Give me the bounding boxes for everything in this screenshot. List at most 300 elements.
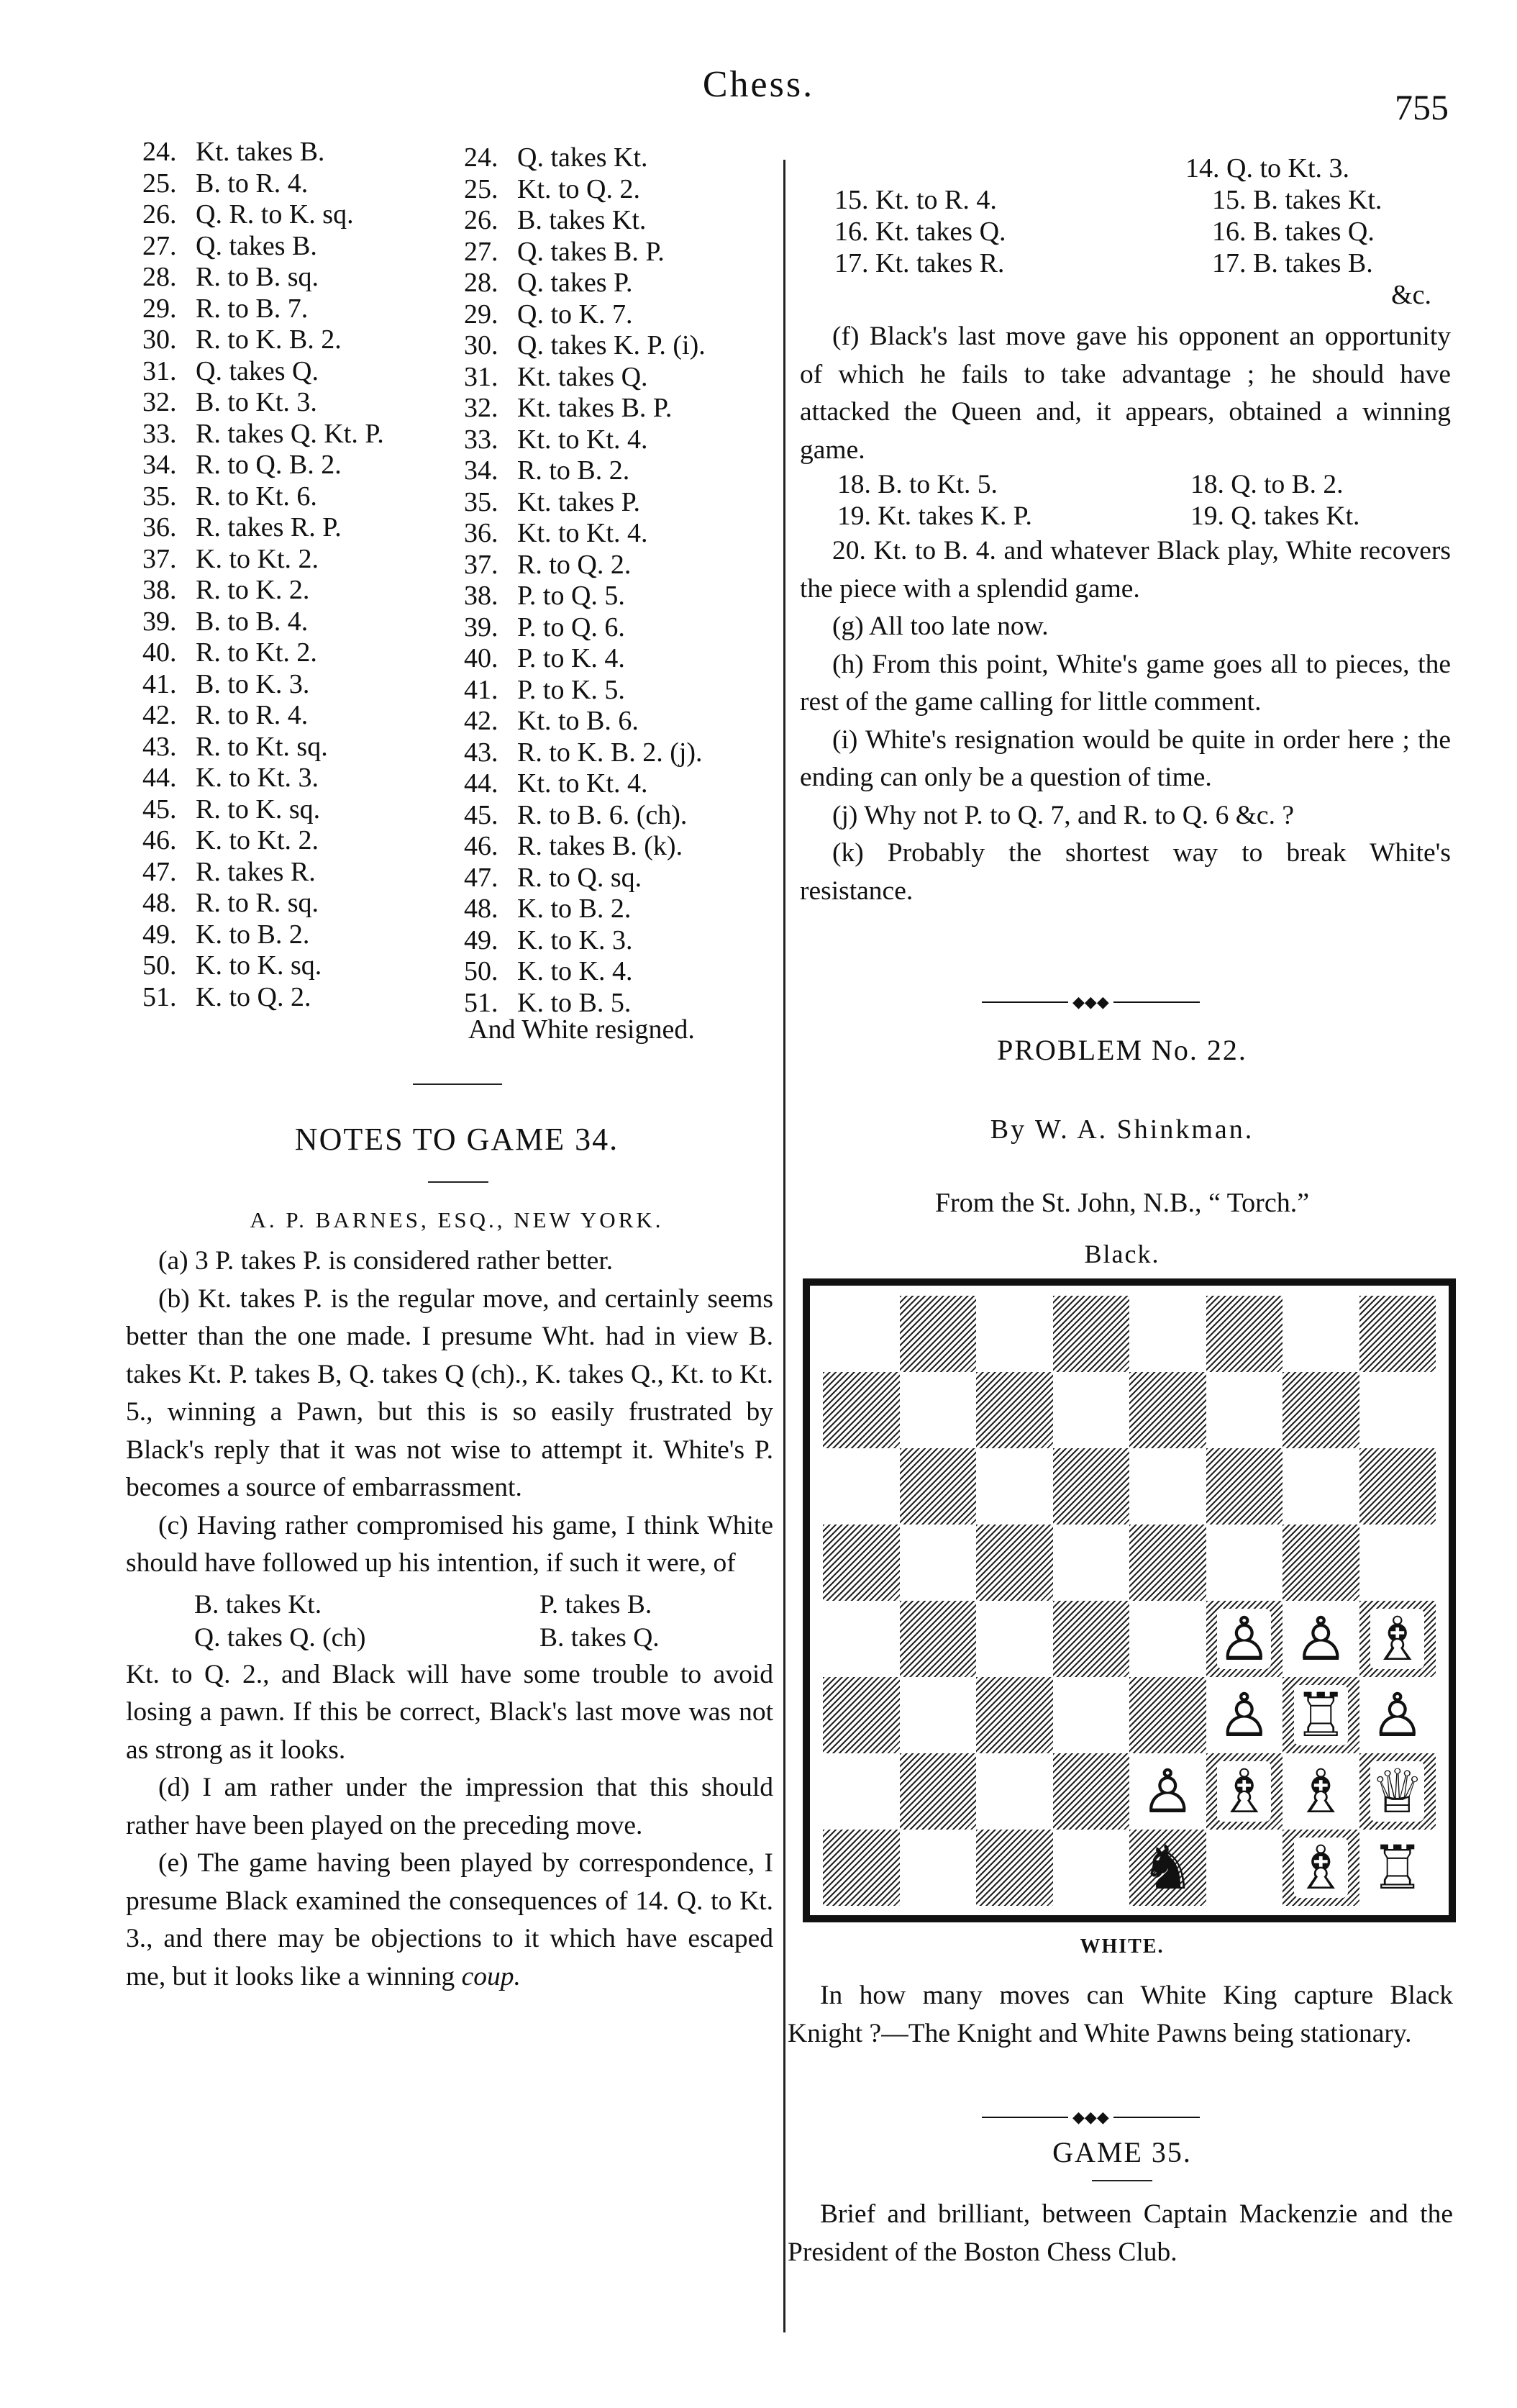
notes-body [126, 1242, 773, 1996]
problem-question-block [788, 1977, 1453, 2053]
move-number: 49. [142, 919, 177, 950]
column-divider [783, 160, 785, 2332]
move-text: Q. takes B. P. [517, 236, 665, 267]
move-row [464, 581, 706, 612]
note-f: (f) Black's last move gave his opponent an opportunity of which he fails to take advantage ; he should have attacked the Queen and, it appears, obtained a winning game. [800, 322, 1451, 465]
note-e-text: (e) The game having been played by correspondence, I presume Black examined the consequences of 14. Q. to Kt. 3., and there may be objections to it which have escaped me, but it looks like a winning [126, 1848, 773, 1991]
board-square [1129, 1525, 1206, 1601]
white-bishop-icon: ♗ [1293, 1832, 1348, 1903]
move-number: 28. [464, 268, 498, 298]
board-square [1206, 1525, 1283, 1601]
move-row [142, 825, 384, 857]
move-row [142, 450, 384, 481]
move-text: Kt. takes R. [875, 248, 1005, 278]
move-row [464, 768, 706, 800]
board-square [1206, 1448, 1283, 1525]
note-f-moves [800, 469, 1451, 532]
move-text: Kt. takes K. P. [878, 501, 1032, 531]
move-text: R. to R. sq. [196, 888, 319, 918]
board-square [976, 1372, 1053, 1448]
c-move: Q. takes Q. (ch) [194, 1622, 366, 1653]
move-text: B. to K. 3. [196, 668, 310, 699]
c-move: P. takes B. [539, 1589, 652, 1619]
move-text: Q. takes P. [517, 268, 633, 298]
note-h: (h) From this point, White's game goes all to pieces, the rest of the game calling for little comment. [800, 649, 1451, 717]
move-number: 19. [837, 501, 871, 531]
move-text: R. takes R. P. [196, 512, 342, 542]
move-row [464, 643, 706, 675]
move-number: 32. [142, 387, 177, 417]
move-number: 39. [464, 612, 498, 642]
move-text: Q. takes Kt. [1231, 501, 1360, 531]
move-text: R. to K. B. 2. [196, 324, 342, 355]
move-number: 19. [1190, 501, 1224, 531]
move-number: 27. [464, 236, 498, 267]
note-c-continuation: Kt. to Q. 2., and Black will have some trouble to avoid losing a pawn. If this be correct, Black's last move was not as strong as it looks. [126, 1659, 773, 1765]
move-number: 39. [142, 606, 177, 637]
board-square [1283, 1372, 1359, 1448]
move-text: Q. takes Kt. [517, 142, 648, 173]
move-text: K. to K. sq. [196, 950, 322, 981]
move-number: 30. [464, 330, 498, 360]
move-number: 51. [464, 987, 498, 1018]
move-number: 34. [142, 450, 177, 480]
move-text: Kt. takes B. P. [517, 393, 673, 423]
move-text: Kt. to Kt. 4. [517, 768, 648, 799]
move-row [142, 231, 384, 263]
move-text: R. to Kt. 2. [196, 637, 317, 668]
board-square [976, 1601, 1053, 1677]
move-row [464, 550, 706, 581]
board-square [1206, 1296, 1283, 1372]
move-number: 44. [142, 763, 177, 793]
move-number: 30. [142, 324, 177, 355]
game35-title: GAME 35. [1052, 2136, 1192, 2168]
move-number: 50. [464, 956, 498, 986]
move-row [464, 863, 706, 894]
move-text: R. to B. 6. (ch). [517, 799, 688, 830]
move-row [464, 956, 706, 988]
move-number: 34. [464, 455, 498, 486]
move-number: 45. [142, 794, 177, 824]
move-text: Kt. to Kt. 4. [517, 424, 648, 455]
board-square [1129, 1448, 1206, 1525]
move-number: 15. [834, 185, 869, 215]
move-row [464, 894, 706, 925]
move-row [464, 706, 706, 737]
white-pawn-icon: ♙ [1370, 1680, 1425, 1750]
board-square [1359, 1601, 1436, 1677]
problem-title: PROBLEM No. 22. [997, 1034, 1247, 1066]
move-row [464, 142, 706, 174]
move-row [142, 637, 384, 669]
note-f-20: 20. Kt. to B. 4. and whatever Black play, White recovers the piece with a splendid game. [800, 536, 1451, 604]
move-number: 49. [464, 924, 498, 955]
move-text: P. to Q. 5. [517, 581, 625, 611]
move-text: R. takes R. [196, 856, 316, 887]
move-row [142, 794, 384, 826]
move-text: R. to Q. B. 2. [196, 450, 342, 480]
move-row [464, 424, 706, 456]
move-number: 17. [1212, 248, 1247, 278]
move-text: K. to Kt. 2. [196, 543, 319, 574]
move-number: 36. [464, 518, 498, 548]
white-pawn-icon: ♙ [1217, 1604, 1272, 1674]
c-move: B. takes Kt. [194, 1589, 322, 1619]
note-b: (b) Kt. takes P. is the regular move, and certainly seems better than the one made. I presume Wht. had in view B. takes Kt. P. takes B, Q. takes Q (ch)., K. takes Q., Kt. to Kt. 5., winning a Pawn, but this is so easily frustrated by Black's reply that it was not wise to attempt it. White's P. becomes a source of embarrassment. [126, 1283, 773, 1502]
note-e-italic: coup. [461, 1961, 521, 1991]
move-text: K. to Kt. 3. [196, 763, 319, 793]
move-number: 41. [142, 668, 177, 699]
move-row [142, 356, 384, 388]
move-number: 25. [142, 168, 177, 199]
white-pawn-icon: ♙ [1140, 1756, 1195, 1827]
move-number: 46. [142, 825, 177, 855]
white-bishop-icon: ♗ [1370, 1604, 1425, 1674]
move-text: B. takes Kt. [517, 205, 647, 235]
board-square [1283, 1296, 1359, 1372]
move-text: Kt. takes Q. [517, 361, 648, 392]
move-row [142, 888, 384, 919]
move-text: R. to K. 2. [196, 575, 310, 605]
move-row [464, 299, 706, 331]
move-text: B. to B. 4. [196, 606, 309, 637]
problem-author: By W. A. Shinkman. [990, 1114, 1254, 1145]
move-number: 31. [142, 355, 177, 386]
note-j: (j) Why not P. to Q. 7, and R. to Q. 6 &c. ? [832, 800, 1294, 830]
white-side-label: WHITE. [1080, 1935, 1165, 1958]
move-number: 40. [464, 643, 498, 673]
move-number: 38. [142, 575, 177, 605]
board-square [1359, 1830, 1436, 1906]
board-square [823, 1830, 900, 1906]
board-square [1206, 1753, 1283, 1830]
move-number: 16. [1212, 217, 1247, 247]
move-text: B. to Kt. 5. [878, 470, 998, 499]
board-square [823, 1296, 900, 1372]
move-row [142, 544, 384, 576]
move-row [142, 857, 384, 889]
move-text: R. to Q. 2. [517, 549, 632, 580]
ornament-divider: ◆◆◆ [982, 993, 1200, 1012]
problem-question: In how many moves can White King capture Black Knight ?—The Knight and White Pawns being stationary. [788, 1981, 1453, 2048]
move-number: 32. [464, 393, 498, 423]
section-rule [413, 1083, 502, 1085]
black-knight-icon: ♞ [1140, 1832, 1195, 1903]
move-number: 40. [142, 637, 177, 668]
move-row [142, 168, 384, 200]
move-text: K. to K. 3. [517, 924, 633, 955]
move-text: B. to Kt. 3. [196, 387, 317, 417]
move-number: 50. [142, 950, 177, 981]
move-row [464, 362, 706, 394]
white-pawn-icon: ♙ [1293, 1604, 1348, 1674]
page-header-title: Chess. [702, 64, 815, 105]
move-row [142, 512, 384, 544]
move-text: K. to B. 2. [196, 919, 310, 950]
board-square [900, 1448, 977, 1525]
board-square [1283, 1677, 1359, 1753]
problem-source: From the St. John, N.B., “ Torch.” [934, 1188, 1310, 1218]
note-g: (g) All too late now. [832, 612, 1049, 641]
board-square [900, 1677, 977, 1753]
move-number: 37. [464, 549, 498, 580]
board-square [1283, 1525, 1359, 1601]
move-number: 46. [464, 831, 498, 861]
board-square [900, 1753, 977, 1830]
move-number: 38. [464, 581, 498, 611]
move-text: Q. takes B. [196, 230, 317, 261]
board-square [1129, 1677, 1206, 1753]
move-row [142, 919, 384, 951]
white-pawn-icon: ♙ [1217, 1680, 1272, 1750]
move-number: 48. [142, 888, 177, 918]
move-number: 47. [142, 856, 177, 887]
move-text: Kt. takes P. [517, 486, 640, 517]
move-text: P. to K. 5. [517, 674, 625, 705]
notes-byline: A. P. BARNES, ESQ., NEW YORK. [250, 1207, 664, 1232]
ornament-divider: ◆◆◆ [982, 2108, 1200, 2127]
move-number: 29. [464, 299, 498, 330]
move-number: 35. [142, 481, 177, 512]
board-square [900, 1830, 977, 1906]
board-square [1283, 1601, 1359, 1677]
move-row [142, 700, 384, 732]
move-number: 24. [142, 137, 177, 167]
move-text: Kt. takes Q. [875, 217, 1006, 247]
move-number: 43. [142, 731, 177, 762]
board-square [976, 1753, 1053, 1830]
move-text: K. to B. 2. [517, 894, 632, 924]
chess-diagram [803, 1278, 1456, 1922]
move-number: 37. [142, 543, 177, 574]
board-square [1283, 1753, 1359, 1830]
move-text: Q. takes K. P. (i). [517, 330, 706, 360]
move-text: R. to B. sq. [196, 262, 319, 292]
board-square [1283, 1448, 1359, 1525]
move-row [464, 393, 706, 424]
move-number: 26. [464, 205, 498, 235]
move-number: 35. [464, 486, 498, 517]
board-square [1359, 1296, 1436, 1372]
note-a: (a) 3 P. takes P. is considered rather better. [158, 1246, 614, 1276]
move-text: Kt. takes B. [196, 137, 325, 167]
move-row [142, 262, 384, 294]
move-text: K. to B. 5. [517, 987, 632, 1018]
note-i: (i) White's resignation would be quite in order here ; the ending can only be a question of time. [800, 724, 1451, 792]
board-square [1053, 1296, 1130, 1372]
move-number: 29. [142, 293, 177, 324]
board-square [1129, 1296, 1206, 1372]
board-square [1053, 1753, 1130, 1830]
board-square [1206, 1601, 1283, 1677]
move-number: 44. [464, 768, 498, 799]
move-number: 33. [464, 424, 498, 455]
move-number: 36. [142, 512, 177, 542]
section-rule [1092, 2180, 1152, 2181]
board-square [1359, 1753, 1436, 1830]
move-text: Kt. to Kt. 4. [517, 518, 648, 548]
move-number: 43. [464, 737, 498, 768]
move-row [142, 199, 384, 231]
move-text: R. to B. 7. [196, 293, 309, 324]
board-square [823, 1372, 900, 1448]
move-number: 14. [1185, 153, 1220, 183]
white-move-list [142, 137, 384, 1013]
white-bishop-icon: ♗ [1293, 1756, 1348, 1827]
move-text: B. takes Q. [1253, 217, 1375, 247]
move-row [142, 481, 384, 513]
move-text: R. takes Q. Kt. P. [196, 418, 384, 449]
move-text: R. takes B. (k). [517, 831, 683, 861]
move-text: K. to Q. 2. [196, 981, 311, 1012]
board-square [823, 1677, 900, 1753]
chess-board [823, 1296, 1436, 1906]
move-number: 18. [1190, 470, 1224, 499]
board-square [1359, 1525, 1436, 1601]
move-row [464, 925, 706, 957]
move-text: B. to R. 4. [196, 168, 309, 199]
move-text: Q. to K. 7. [517, 299, 633, 330]
move-number: 33. [142, 418, 177, 449]
board-square [976, 1448, 1053, 1525]
move-row [464, 612, 706, 644]
move-number: 48. [464, 894, 498, 924]
board-square [1129, 1601, 1206, 1677]
board-square [1359, 1372, 1436, 1448]
move-number: 31. [464, 361, 498, 392]
move-row [142, 982, 384, 1014]
board-square [1283, 1830, 1359, 1906]
move-number: 51. [142, 981, 177, 1012]
move-number: 45. [464, 799, 498, 830]
move-row [142, 732, 384, 763]
move-number: 25. [464, 173, 498, 204]
move-number: 16. [834, 217, 869, 247]
board-square [1053, 1525, 1130, 1601]
move-text: K. to Kt. 2. [196, 825, 319, 855]
move-text: Kt. to R. 4. [875, 185, 997, 215]
move-number: 18. [837, 470, 871, 499]
note-c-moves [126, 1583, 773, 1656]
board-square [1206, 1830, 1283, 1906]
page-number: 755 [1395, 87, 1449, 127]
board-square [1053, 1372, 1130, 1448]
board-square [1053, 1677, 1130, 1753]
board-square [900, 1525, 977, 1601]
right-move-line [806, 153, 1453, 184]
move-text: B. takes B. [1253, 248, 1373, 278]
move-text: R. to K. B. 2. (j). [517, 737, 703, 768]
move-row [464, 330, 706, 362]
board-square [1053, 1601, 1130, 1677]
move-row [142, 606, 384, 638]
move-row [464, 205, 706, 237]
board-square [1359, 1448, 1436, 1525]
board-square [1053, 1448, 1130, 1525]
move-row [464, 487, 706, 519]
move-row [142, 669, 384, 701]
board-square [1129, 1753, 1206, 1830]
move-row [464, 174, 706, 206]
move-row [142, 419, 384, 450]
move-text: Q. takes Q. [196, 355, 319, 386]
board-square [976, 1525, 1053, 1601]
etc-mark: &c. [1391, 280, 1431, 310]
move-number: 17. [834, 248, 869, 278]
move-number: 15. [1212, 185, 1247, 215]
note-e [126, 1845, 773, 1996]
move-row [464, 675, 706, 707]
move-text: R. to B. 2. [517, 455, 630, 486]
move-row [464, 737, 706, 769]
white-queen-icon: ♕ [1370, 1756, 1425, 1827]
move-number: 28. [142, 262, 177, 292]
board-square [976, 1677, 1053, 1753]
move-row [464, 268, 706, 299]
move-row [142, 294, 384, 325]
right-move-block [806, 153, 1453, 311]
move-text: R. to Kt. 6. [196, 481, 317, 512]
move-number: 42. [142, 700, 177, 730]
note-k: (k) Probably the shortest way to break White's resistance. [800, 838, 1451, 906]
move-row [464, 800, 706, 832]
board-square [1129, 1372, 1206, 1448]
move-number: 41. [464, 674, 498, 705]
game35-intro-block [788, 2196, 1453, 2271]
move-text: K. to K. 4. [517, 956, 633, 986]
move-row [142, 387, 384, 419]
black-side-label: Black. [1084, 1240, 1160, 1268]
board-square [823, 1525, 900, 1601]
move-row [142, 950, 384, 982]
move-text: Kt. to B. 6. [517, 706, 639, 736]
notes-title: NOTES TO GAME 34. [294, 1122, 619, 1157]
move-text: R. to Q. sq. [517, 862, 642, 893]
c-move: B. takes Q. [539, 1622, 660, 1653]
move-text: R. to R. 4. [196, 700, 309, 730]
board-square [1206, 1372, 1283, 1448]
move-text: Kt. to Q. 2. [517, 173, 640, 204]
right-notes [800, 318, 1451, 910]
move-row [464, 455, 706, 487]
board-square [900, 1372, 977, 1448]
move-number: 26. [142, 199, 177, 230]
move-row [142, 324, 384, 356]
move-number: 24. [464, 142, 498, 173]
move-text: B. takes Kt. [1253, 185, 1382, 215]
section-rule [428, 1181, 488, 1183]
board-square [1359, 1677, 1436, 1753]
move-text: P. to Q. 6. [517, 612, 625, 642]
board-square [1053, 1830, 1130, 1906]
move-text: R. to K. sq. [196, 794, 321, 824]
move-text: R. to Kt. sq. [196, 731, 328, 762]
board-square [823, 1448, 900, 1525]
note-c: (c) Having rather compromised his game, I think White should have followed up his intention, if such it were, of [126, 1510, 773, 1578]
board-square [976, 1296, 1053, 1372]
board-square [823, 1753, 900, 1830]
board-square [823, 1601, 900, 1677]
move-row [464, 831, 706, 863]
white-bishop-icon: ♗ [1217, 1756, 1272, 1827]
move-number: 47. [464, 862, 498, 893]
move-text: Q. R. to K. sq. [196, 199, 354, 230]
move-row [464, 237, 706, 268]
move-text: Q. to Kt. 3. [1226, 153, 1349, 183]
game-result: And White resigned. [468, 1014, 695, 1045]
move-row [142, 575, 384, 606]
